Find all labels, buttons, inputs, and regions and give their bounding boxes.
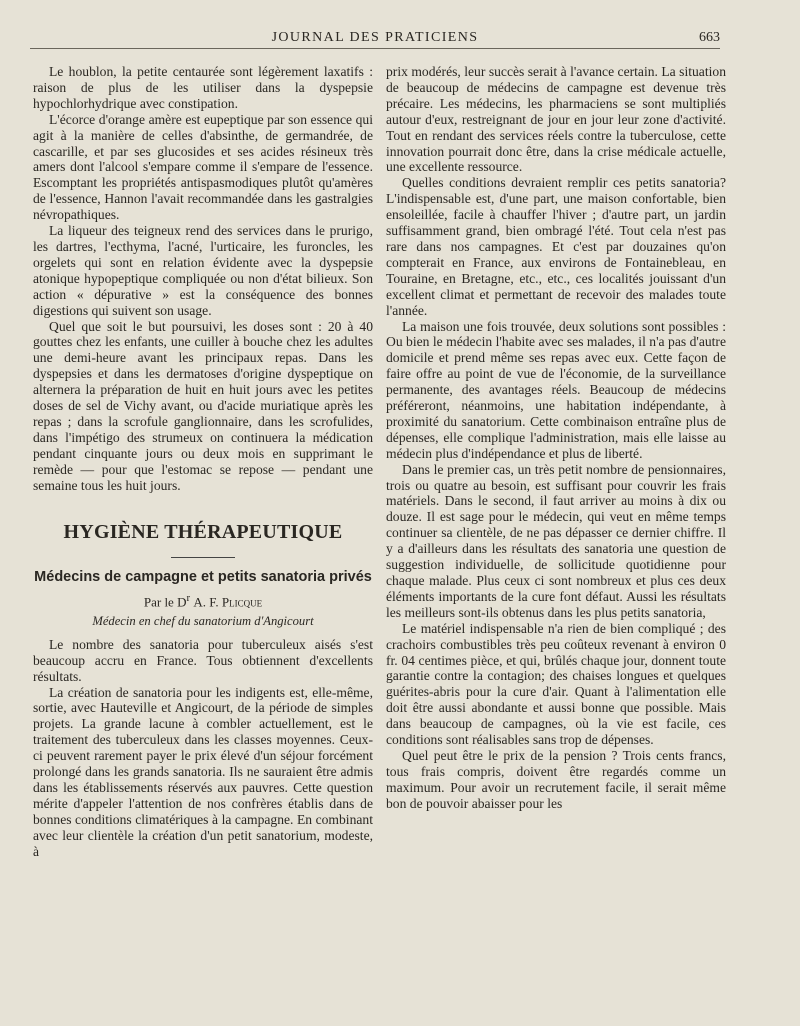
section-title: HYGIÈNE THÉRAPEUTIQUE xyxy=(63,521,343,544)
page-header xyxy=(30,22,720,49)
paragraph-continued: prix modérés, leur succès serait à l'avance certain. La situation de beaucoup de médecins de campagne est devenue très précaire. Les médecins, les pharmaciens se sont multipliés autour d'eux, restreignant de jour en jour leur zone d'activité. Tout en rendant des services réels contre la tuberculose, cette innovation pourrait donc être, dans la crise médicale actuelle, une excellente ressource. xyxy=(386,64,726,175)
byline xyxy=(33,590,373,610)
paragraph: Quel peut être le prix de la pension ? Trois cents francs, tous frais compris, doivent être regardés comme un maximum. Pour avoir un recrutement facile, il serait même bon de pouvoir abaisser pour les xyxy=(386,747,726,811)
paragraph: L'écorce d'orange amère est eupeptique par son essence qui agit à la manière de celles d'absinthe, de germandrée, de cascarille, et par ses glucosides et ses acides résineux très amers dont l'alcool s'empare comme il s'empare de l'essence. Escomptant les propriétés antispasmodiques plutôt qu'amères de l'essence, Hannon l'avait recommandée dans les gastralgies névropathiques. xyxy=(33,111,373,223)
paragraph: Quel que soit le but poursuivi, les doses sont : 20 à 40 gouttes chez les enfants, une cuiller à bouche chez les adultes une demi-heure avant les principaux repas. Dans les dyspepsies et dans les dermatoses d'origine dyspeptique on alternera la préparation de huit en huit jours avec les petites doses de sel de Vichy avant, ou d'acide muriatique après les repas ; dans la scrofule ganglionnaire, dans les scrofulides, dans l'impétigo des strumeux on continuera la médication pendant cinquante jours ou deux mois en supprimant le remède — pour que l'estomac se repose — pendant une semaine tous les huit jours. xyxy=(33,318,373,493)
author-affiliation: Médecin en chef du sanatorium d'Angicourt xyxy=(92,613,314,628)
article-title: Médecins de campagne et petits sanatoria privés xyxy=(34,569,372,586)
author-name: A. F. Plicque xyxy=(193,594,263,610)
paragraph: La création de sanatoria pour les indigents est, elle-même, sortie, avec Hauteville et Angicourt, de la période de simples projets. La grande lacune à combler actuellement, est le traitement des tuberculeux dans les classes moyennes. Ceux-ci peuvent rarement payer le prix élevé d'un séjour forcément prolongé dans les grands sanatoria. Ils ne sauraient être admis dans les établissements réservés aux pauvres. Cette question mérite d'appeler l'attention de nos confrères établis dans de bonnes conditions climatériques à la campagne. En combinant avec leur clientèle la création d'un petit sanatorium, modeste, à xyxy=(33,684,373,859)
paragraph: La liqueur des teigneux rend des services dans le prurigo, les dartres, l'ecthyma, l'acné, l'urticaire, les furoncles, les orgelets qui sont en relation évidente avec la dyspepsie atonique hypopeptique compliquée ou non d'état bilieux. Son action « dépurative » est la conséquence des bonnes digestions qui suivent son usage. xyxy=(33,223,373,318)
left-column xyxy=(33,64,373,859)
running-head: JOURNAL DES PRATICIENS xyxy=(271,30,479,45)
paragraph: Le houblon, la petite centaurée sont légèrement laxatifs : raison de plus de les utiliser dans la dyspepsie hypochlorhydrique avec constipation. xyxy=(33,64,373,111)
section-divider xyxy=(171,557,235,558)
paragraph: Quelles conditions devraient remplir ces petits sanatoria? L'indispensable est, d'une part, une maison confortable, bien ensoleillée, facile à chauffer l'hiver ; d'autre part, un jardin suffisamment grand, bien ombragé l'été. Tout cela n'est pas rare dans nos campagnes. Et c'est par douzaines qu'on compterait en France, aux environs de Fontainebleau, en Touraine, en Bretagne, etc., etc., ces localités jouissant d'un excellent climat et permettant de recevoir des malades toute l'année. xyxy=(386,175,726,318)
right-column xyxy=(386,64,726,812)
paragraph: Le matériel indispensable n'a rien de bien compliqué ; des crachoirs combustibles très peu coûteux revenant à environ 0 fr. 04 centimes pièce, et qui, brûlés chaque jour, donnent toute garantie contre la contagion; des chaises longues et quelques guérites-abris pour la cure d'air. Quant à l'alimentation elle doit être aussi abondante et aussi bonne que possible. Mais dans beaucoup de campagnes, où la vie est facile, ces conditions sont réalisables sans trop de dépenses. xyxy=(386,620,726,748)
paragraph: La maison une fois trouvée, deux solutions sont possibles : Ou bien le médecin l'habite avec ses malades, il n'a pas d'autre domicile et prend même ses repas avec eux. Cette façon de faire offre au point de vue de l'économie, de la surveillance permanente, des avantages réels. Beaucoup de médecins préféreront, néanmoins, une habitation indépendante, à proximité du sanatorium. Cette combinaison entraîne plus de dépenses, elle complique l'administration, mais elle laisse au médecin plus d'indépendance et plus de liberté. xyxy=(386,318,726,461)
byline-sup: r xyxy=(186,592,191,605)
paragraph: Le nombre des sanatoria pour tuberculeux aisés s'est beaucoup accru en France. Tous obtiennent d'excellents résultats. xyxy=(33,636,373,684)
page-number: 663 xyxy=(699,30,720,45)
byline-prefix: Par le D xyxy=(143,594,187,610)
paragraph: Dans le premier cas, un très petit nombre de pensionnaires, trois ou quatre au besoin, est suffisant pour couvrir les frais matériels. Dans le second, il faut arriver au moins à dix ou douze. Il est sage pour le médecin, qui veut en même temps continuer sa clientèle, de ne pas dépasser ce dernier chiffre. Il y a d'ailleurs dans les résultats des sanatoria une question de suggestion individuelle, de sollicitude quotidienne pour chaque malade. Plus ceux ci sont nombreux et plus ces deux éléments importants de la cure font défaut. Aussi les résultats les meilleurs sont-ils obtenus dans les plus petits sanatoria, xyxy=(386,461,726,620)
